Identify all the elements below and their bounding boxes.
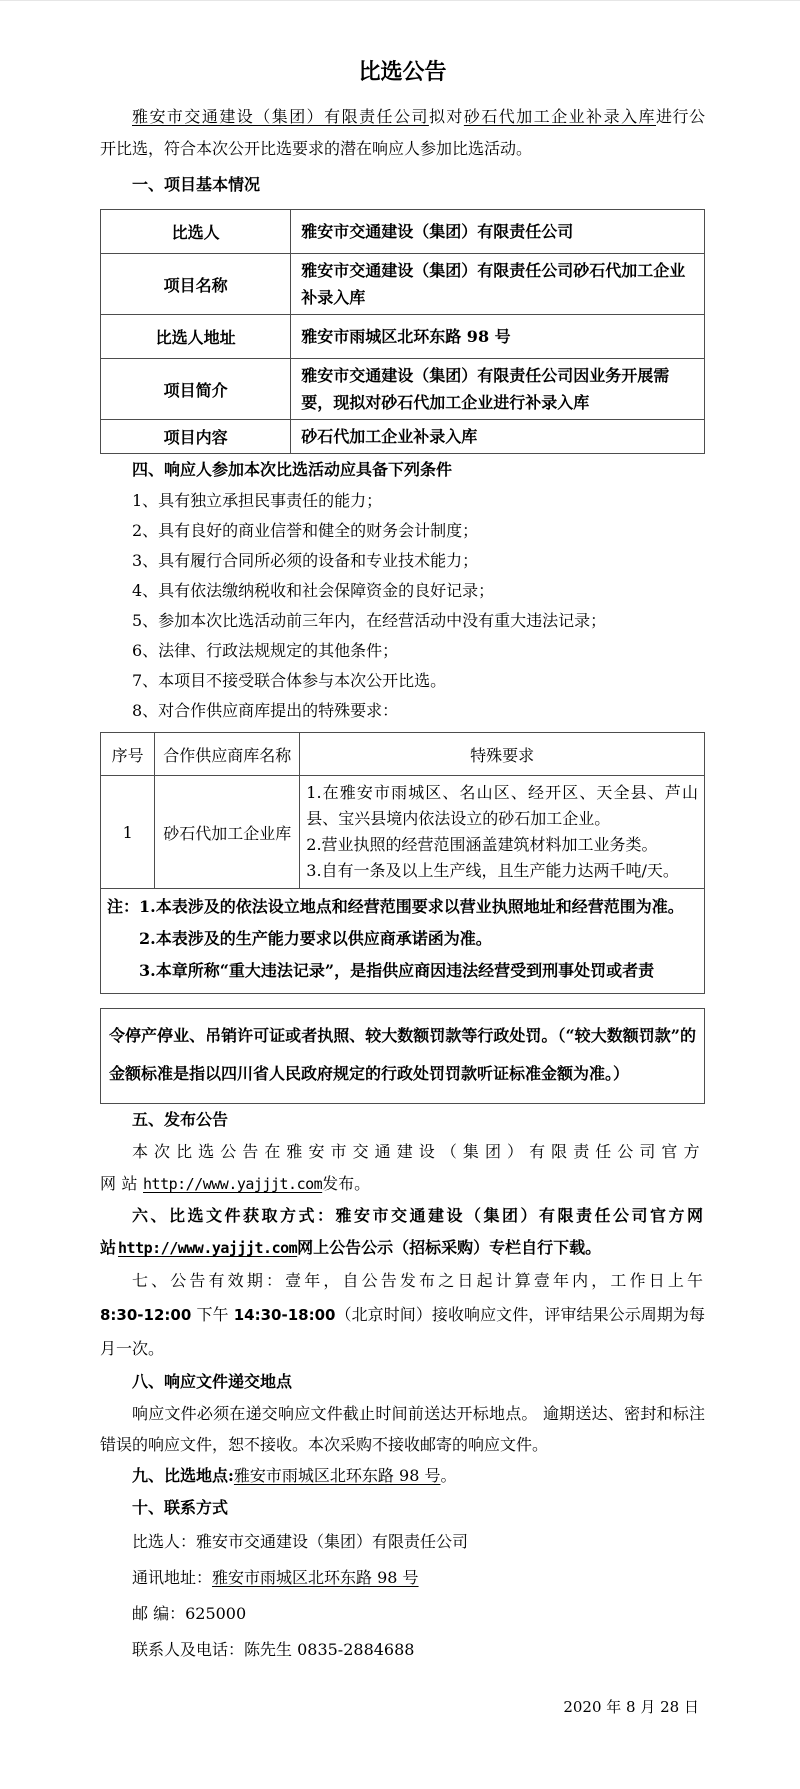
column-header-no: 序号	[101, 733, 155, 776]
row-label: 项目内容	[101, 420, 291, 454]
contact-address-line	[100, 1560, 705, 1596]
condition-item: 2、具有良好的商业信誉和健全的财务会计制度；	[132, 521, 479, 540]
location-label: 九、比选地点:	[132, 1466, 234, 1485]
continuation-text: 令停产停业、吊销许可证或者执照、较大数额罚款等行政处罚。（“较大数额罚款”的金额标准是指以四川省人民政府规定的行政处罚罚款听证标准金额为准。）	[109, 1026, 696, 1083]
publish-suffix: 发布。	[322, 1174, 371, 1193]
intro-mid-text: 拟对	[428, 107, 464, 126]
table-row	[101, 420, 705, 454]
validity-paragraph	[100, 1264, 705, 1366]
section-heading-basic-info: 一、项目基本情况	[132, 175, 261, 194]
contact-phone-line: 联系人及电话：陈先生 0835-2884688	[132, 1640, 415, 1659]
website-url[interactable]: http://www.yajjjt.com	[118, 1239, 298, 1257]
cell-special-requirements	[300, 776, 705, 889]
condition-item: 5、参加本次比选活动前三年内，在经营活动中没有重大违法记录；	[132, 611, 607, 630]
section-heading-delivery: 八、响应文件递交地点	[132, 1372, 293, 1391]
requirement-line: 1.在雅安市雨城区、名山区、经开区、天全县、芦山县、宝兴县境内依法设立的砂石加工企业。	[306, 783, 698, 828]
publish-text: 本次比选公告在雅安市交通建设（集团）有限责任公司官方网站	[100, 1142, 705, 1193]
row-label: 项目简介	[101, 359, 291, 420]
requirement-line: 3.自有一条及以上生产线，且生产能力达两千吨/天。	[306, 861, 679, 880]
row-label: 项目名称	[101, 254, 291, 315]
table-header-row	[101, 733, 705, 776]
morning-hours: 8:30-12:00	[100, 1306, 192, 1324]
table-row	[101, 776, 705, 889]
table-row	[101, 315, 705, 359]
contact-postcode-line: 邮 编：625000	[132, 1604, 247, 1623]
condition-item: 6、法律、行政法规规定的其他条件；	[132, 641, 399, 660]
condition-item: 3、具有履行合同所必须的设备和专业技术能力；	[132, 551, 479, 570]
publish-paragraph	[100, 1136, 705, 1200]
note-line: 3.本章所称“重大违法记录”，是指供应商因违法经营受到刑事处罚或者责	[139, 961, 655, 980]
row-value: 雅安市雨城区北环东路 98 号	[291, 315, 705, 359]
cell-library-name: 砂石代加工企业库	[155, 776, 300, 889]
validity-text: 七、公告有效期：壹年，自公告发布之日起计算壹年内，工作日上午	[132, 1271, 705, 1290]
row-label: 比选人	[101, 210, 291, 254]
section-heading-location	[100, 1460, 705, 1492]
location-suffix: 。	[440, 1466, 457, 1485]
intro-rest-text: 进行公开比选，符合本次公开比选要求的潜在响应人参加比选活动。	[100, 107, 705, 158]
row-label: 比选人地址	[101, 315, 291, 359]
address-label: 通讯地址：	[132, 1568, 213, 1587]
row-value: 雅安市交通建设（集团）有限责任公司	[291, 210, 705, 254]
row-value: 砂石代加工企业补录入库	[291, 420, 705, 454]
condition-item: 1、具有独立承担民事责任的能力；	[132, 491, 383, 510]
cell-serial-no: 1	[101, 776, 155, 889]
mailing-address: 雅安市雨城区北环东路 98 号	[212, 1568, 419, 1587]
supplier-requirements-table	[100, 732, 705, 994]
condition-item: 4、具有依法缴纳税收和社会保障资金的良好记录；	[132, 581, 495, 600]
column-header-requirements: 特殊要求	[300, 733, 705, 776]
section-heading-obtain	[100, 1200, 705, 1264]
condition-item: 7、本项目不接受联合体参与本次公开比选。	[132, 671, 447, 690]
table-row	[101, 254, 705, 315]
project-name-underlined: 砂石代加工企业补录入库	[463, 107, 657, 126]
basic-info-table	[100, 209, 705, 454]
delivery-paragraph: 响应文件必须在递交响应文件截止时间前送达开标地点。 逾期送达、密封和标注错误的响应文件，恕不接收。本次采购不接收邮寄的响应文件。	[100, 1404, 705, 1454]
row-value: 雅安市交通建设（集团）有限责任公司因业务开展需要，现拟对砂石代加工企业进行补录入库	[291, 359, 705, 420]
table-note-row	[101, 889, 705, 994]
bidder-name-underlined: 雅安市交通建设（集团）有限责任公司	[132, 107, 429, 126]
website-url[interactable]: http://www.yajjjt.com	[143, 1175, 323, 1193]
obtain-text: 六、比选文件获取方式：雅安市交通建设（集团）有限责任公司官方网站	[100, 1206, 705, 1257]
cell-notes	[101, 889, 705, 994]
table-row	[101, 359, 705, 420]
contact-bidder-line: 比选人：雅安市交通建设（集团）有限责任公司	[132, 1532, 469, 1551]
validity-mid-text: 下午	[191, 1305, 234, 1324]
page-title: 比选公告	[358, 59, 447, 85]
contact-block	[100, 1524, 705, 1668]
note-line: 注：1.本表涉及的依法设立地点和经营范围要求以营业执照地址和经营范围为准。	[107, 897, 684, 916]
row-value: 雅安市交通建设（集团）有限责任公司砂石代加工企业补录入库	[291, 254, 705, 315]
afternoon-hours: 14:30-18:00	[233, 1306, 336, 1324]
continuation-box	[100, 1008, 705, 1104]
section-heading-contact: 十、联系方式	[132, 1498, 229, 1517]
location-address: 雅安市雨城区北环东路 98 号	[233, 1466, 441, 1485]
column-header-name: 合作供应商库名称	[155, 733, 300, 776]
section-heading-publish: 五、发布公告	[132, 1110, 229, 1129]
obtain-suffix: 网上公告公示（招标采购）专栏自行下载。	[297, 1238, 602, 1257]
section-heading-conditions: 四、响应人参加本次比选活动应具备下列条件	[132, 460, 453, 479]
conditions-list	[100, 486, 705, 726]
intro-paragraph	[100, 101, 705, 165]
validity-rest-text: （北京时间）接收响应文件，评审结果公示周期为每月一次。	[100, 1305, 705, 1358]
note-line: 2.本表涉及的生产能力要求以供应商承诺函为准。	[139, 929, 492, 948]
condition-item: 8、对合作供应商库提出的特殊要求：	[132, 701, 399, 720]
requirement-line: 2.营业执照的经营范围涵盖建筑材料加工业务类。	[306, 835, 658, 854]
document-date: 2020 年 8 月 28 日	[563, 1698, 699, 1716]
table-row	[101, 210, 705, 254]
